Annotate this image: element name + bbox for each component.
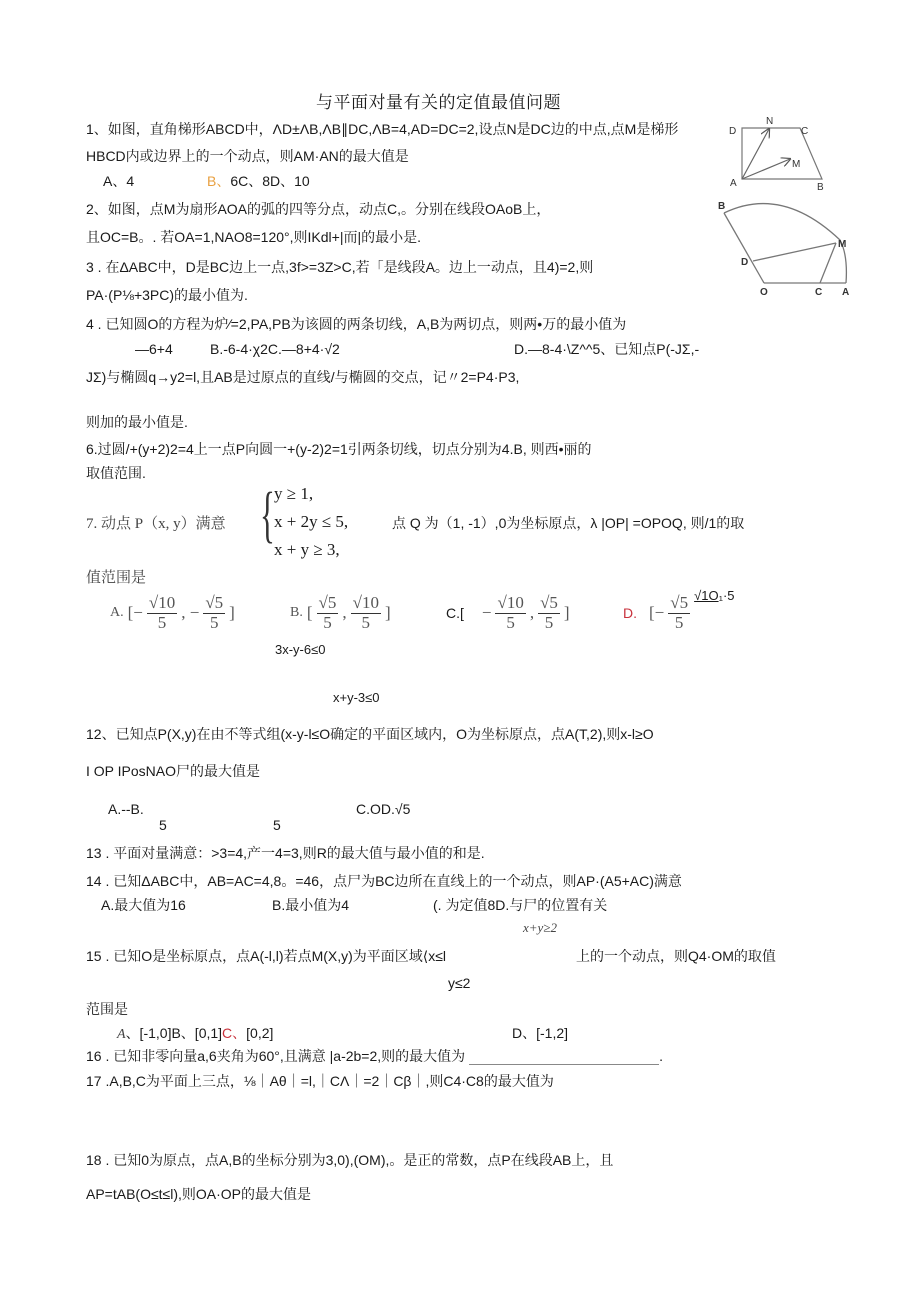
q2-line2: 且OC=B。. 若OA=1,NAO8=120°,则IKdl+|而|的最小是.	[86, 229, 421, 245]
tail2: ₁·5	[718, 588, 735, 603]
q15-option-c-label-answer: C、	[222, 1025, 247, 1041]
q16-answer-blank[interactable]	[469, 1064, 659, 1065]
q15-options-abc	[117, 1025, 273, 1044]
label-o: O	[760, 287, 768, 298]
q15-option-a-label: A	[117, 1027, 126, 1042]
q12-inequality-1: 3x-y-6≤0	[275, 642, 326, 657]
q14-option-cd: (. 为定值8D.与尸的位置有关	[433, 897, 608, 913]
label-a: A	[730, 178, 737, 189]
bracket: ]	[563, 603, 570, 623]
label-c: C	[815, 287, 823, 298]
q16-line	[86, 1048, 663, 1065]
q15-line2: 范围是	[86, 1001, 128, 1017]
label-c: C	[801, 126, 809, 137]
q7-option-b	[290, 594, 391, 632]
bracket: [−	[649, 603, 665, 623]
q12-denominator-2: 5	[273, 817, 281, 833]
q12-denominator-1: 5	[159, 817, 167, 833]
label-d: D	[729, 126, 737, 137]
q7-option-d-label-answer: D.	[623, 605, 637, 622]
q1-line1: 1、如图，直角梯形ABCD中，ΛD±ΛB,ΛB∥DC,ΛB=4,AD=DC=2,设点N是DC边的中点,点M是梯形	[86, 121, 679, 137]
q7-constraint-2: x + 2y ≤ 5,	[274, 512, 349, 531]
q7-option-a-frac2	[203, 594, 225, 632]
denominator: 5	[674, 612, 684, 632]
q18-line1: 18 . 已知0为原点，点A,B的坐标分别为3,0),(OM),。是正的常数，点P在线段AB上，且	[86, 1152, 614, 1168]
q7-option-c-frac1	[495, 594, 525, 632]
q5-line1: 则加的最小值是.	[86, 414, 188, 430]
q7-option-c-label: C.[	[446, 605, 464, 622]
q7-option-c	[446, 594, 570, 632]
numerator: √10	[497, 593, 524, 612]
label-m: M	[792, 159, 801, 170]
q1-option-bcd: 6C、8D、10	[230, 173, 310, 189]
q15-inequality-bottom: y≤2	[448, 975, 471, 991]
q3-line1: 3 . 在ΔABC中，D是BC边上一点,3f>=3Z>C,若「是线段A。边上一动点，且4)=2,则	[86, 259, 594, 275]
denominator: 5	[323, 612, 332, 632]
q3-line2: PA·(P⅛+3PC)的最小值为.	[86, 287, 248, 303]
q14-option-a: A.最大值为16	[101, 897, 186, 913]
numerator: √5	[318, 593, 337, 612]
separator: ,	[342, 603, 347, 623]
q7-constraint-3: x + y ≥ 3,	[274, 540, 340, 559]
q7-constraint-system	[260, 481, 380, 564]
q4-line3: JΣ)与椭圆q→y2=l,且AB是过原点的直线/与椭圆的交点，记〃2=P4·P3,	[86, 369, 520, 385]
denominator: 5	[209, 612, 219, 632]
q12-option-ab: A.--B.	[108, 801, 144, 817]
q7-option-d	[623, 588, 735, 632]
q1-trapezoid-figure	[725, 112, 860, 192]
bracket: ]	[384, 603, 391, 623]
q7-option-b-label: B.	[290, 605, 303, 621]
label-b: B	[817, 182, 824, 192]
q1-option-a: A、4	[103, 173, 135, 189]
q17-line1: 17 .A,B,C为平面上三点，⅛｜Aθ｜=l,｜CΛ｜=2｜Cβ｜,则C4·C8的最大值为	[86, 1073, 554, 1089]
numerator: √5	[205, 593, 224, 612]
q7-option-b-frac1	[317, 594, 339, 632]
q4-option-bc: B.-6-4·χ2C.—8+4·√2	[210, 341, 340, 357]
bracket: ]	[229, 603, 235, 623]
page-title: 与平面对量有关的定值最值问题	[316, 93, 561, 113]
sqrt10: √1O	[694, 588, 719, 603]
denominator: 5	[157, 612, 167, 632]
q7-constraint-1: y ≥ 1,	[274, 484, 314, 503]
label-m: M	[838, 239, 847, 250]
q12-inequality-2: x+y-3≤0	[333, 690, 380, 705]
q1-option-b-answer: B、	[207, 173, 231, 189]
label-d: D	[741, 257, 749, 268]
denominator: 5	[506, 612, 515, 632]
numerator: √5	[540, 593, 558, 612]
denominator: 5	[544, 612, 554, 632]
q15-inequality-top: x+y≥2	[523, 920, 557, 935]
q12-line1: 12、已知点P(X,y)在由不等式组(x-y-l≤O确定的平面区域内，O为坐标原点，点A(T,2),则x-l≥O	[86, 726, 654, 742]
q16-text: 16 . 已知非零向量a,6夹角为60°,且满意 |a-2b=2,则的最大值为	[86, 1048, 466, 1064]
q6-line1: 6.过圆/+(y+2)2=4上一点P向圆一+(y-2)2=1引两条切线，切点分别为4.B, 则西•丽的	[86, 441, 592, 457]
label-b: B	[718, 201, 726, 212]
numerator: √10	[352, 593, 379, 612]
q12-line2: I OP IPosNAO尸的最大值是	[86, 763, 260, 779]
separator: ,	[529, 603, 535, 623]
q15-option-c: [0,2]	[246, 1025, 274, 1041]
bracket: [−	[127, 603, 143, 623]
q7-option-a-label: A.	[110, 605, 124, 621]
q7-prefix: 7. 动点 P（x, y）满意	[86, 516, 226, 532]
q7-line2: 值范围是	[86, 570, 147, 586]
q4-option-d: D.—8-4·\Z^^5、已知点P(-JΣ,-	[514, 341, 700, 357]
q7-option-c-frac2	[538, 594, 560, 632]
q7-option-b-frac2	[351, 594, 381, 632]
label-a: A	[842, 287, 850, 298]
q13-line1: 13 . 平面对量满意：>3=4,产一4=3,则R的最大值与最小值的和是.	[86, 845, 485, 861]
label-n: N	[766, 116, 774, 127]
q4-line1: 4 . 已知圆O的方程为炉∕=2,PA,PB为该圆的两条切线，A,B为两切点，则两•万的最小值为	[86, 316, 627, 332]
numerator: √10	[148, 593, 176, 612]
q7-suffix: 点 Q 为（1, -1）,0为坐标原点，λ |OP| =OPOQ, 则/1的取	[392, 515, 745, 531]
numerator: √5	[670, 593, 689, 612]
q1-options-rest	[207, 173, 310, 190]
q14-line1: 14 . 已知ΔABC中，AB=AC=4,8。=46，点尸为BC边所在直线上的一个动点，则AP·(A5+AC)满意	[86, 873, 682, 889]
q7-option-d-tail	[694, 588, 734, 603]
q16-period: .	[659, 1048, 664, 1064]
q7-option-a-frac1	[147, 594, 177, 632]
denominator: 5	[361, 612, 371, 632]
q6-line2: 取值范围.	[86, 465, 146, 481]
q18-line2: AP=tAB(O≤t≤l),则OA·OP的最大值是	[86, 1186, 312, 1202]
q4-option-a: —6+4	[135, 341, 173, 357]
q2-sector-figure	[712, 195, 862, 300]
q2-line1: 2、如图，点M为扇形AOA的弧的四等分点，动点C,。分别在线段OAoB上，	[86, 201, 551, 217]
q7-option-d-frac1	[668, 594, 690, 632]
minus: −	[481, 603, 492, 623]
q14-option-b: B.最小值为4	[272, 897, 350, 913]
bracket: [	[306, 603, 313, 623]
q15-line1-end: 上的一个动点，则Q4·OM的取值	[576, 948, 776, 964]
q1-line2: HBCD内或边界上的一个动点，则AM·AN的最大值是	[86, 148, 409, 164]
q7-option-a	[110, 594, 235, 632]
separator: , −	[181, 603, 200, 623]
q12-option-cd: C.OD.√5	[356, 801, 411, 817]
q15-line1: 15 . 已知O是坐标原点，点A(-l,l)若点M(X,y)为平面区域⟨x≤l	[86, 948, 447, 964]
q15-option-d: D、[-1,2]	[512, 1025, 569, 1041]
q15-option-ab: 、[-1,0]B、[0,1]	[125, 1025, 223, 1041]
q7-brace-icon: {	[260, 481, 275, 549]
